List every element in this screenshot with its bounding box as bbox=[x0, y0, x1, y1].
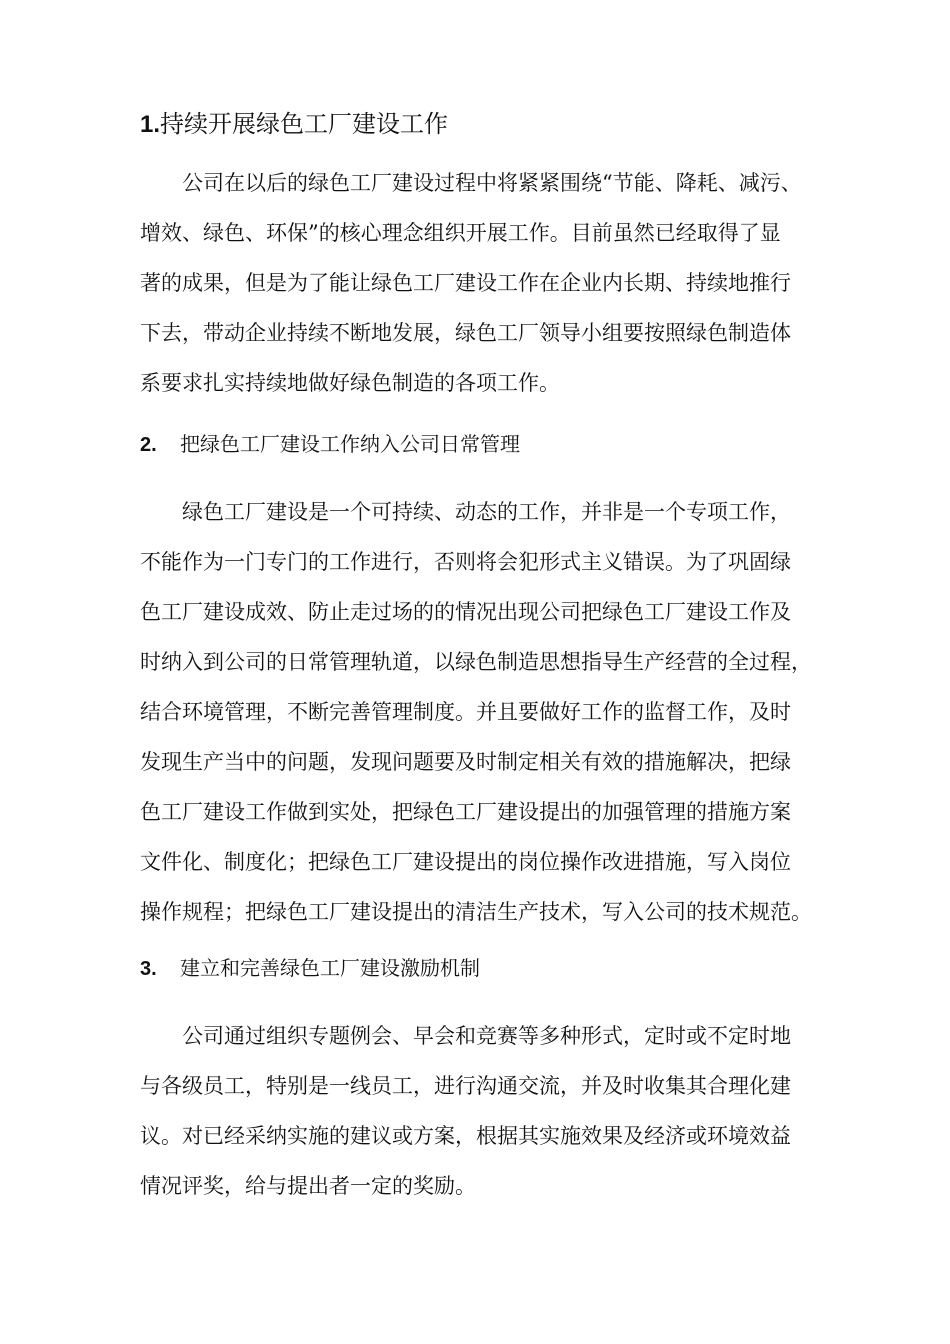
section-3-title: 建立和完善绿色工厂建设激励机制 bbox=[180, 956, 480, 980]
paragraph-line: 不能作为一门专门的工作进行，否则将会犯形式主义错误。为了巩固绿 bbox=[140, 550, 791, 574]
paragraph-line: 与各级员工，特别是一线员工，进行沟通交流，并及时收集其合理化建 bbox=[140, 1074, 791, 1098]
paragraph-line: 增效、绿色、环保”的核心理念组织开展工作。目前虽然已经取得了显 bbox=[140, 221, 781, 245]
section-3-number: 3. bbox=[140, 958, 157, 980]
paragraph-line: 下去，带动企业持续不断地发展，绿色工厂领导小组要按照绿色制造体 bbox=[140, 321, 791, 345]
paragraph-line: 操作规程；把绿色工厂建设提出的清洁生产技术，写入公司的技术规范。 bbox=[140, 900, 812, 924]
section-2-title: 把绿色工厂建设工作纳入公司日常管理 bbox=[180, 432, 520, 456]
paragraph-line: 时纳入到公司的日常管理轨道，以绿色制造思想指导生产经营的全过程， bbox=[140, 650, 812, 674]
paragraph-line: 绿色工厂建设是一个可持续、动态的工作，并非是一个专项工作， bbox=[182, 500, 791, 524]
paragraph-line: 色工厂建设成效、防止走过场的的情况出现公司把绿色工厂建设工作及 bbox=[140, 600, 791, 624]
paragraph-line: 公司在以后的绿色工厂建设过程中将紧紧围绕“节能、降耗、减污、 bbox=[182, 171, 802, 195]
section-1-paragraph bbox=[140, 158, 840, 408]
section-3-paragraph bbox=[140, 1011, 840, 1211]
section-3-heading bbox=[140, 953, 480, 984]
paragraph-line: 著的成果，但是为了能让绿色工厂建设工作在企业内长期、持续地推行 bbox=[140, 271, 791, 295]
section-1-number: 1. bbox=[140, 111, 161, 138]
paragraph-line: 公司通过组织专题例会、早会和竞赛等多种形式，定时或不定时地 bbox=[182, 1024, 791, 1048]
paragraph-line: 议。对已经采纳实施的建议或方案，根据其实施效果及经济或环境效益 bbox=[140, 1124, 791, 1148]
paragraph-line: 结合环境管理，不断完善管理制度。并且要做好工作的监督工作，及时 bbox=[140, 700, 791, 724]
paragraph-line: 色工厂建设工作做到实处，把绿色工厂建设提出的加强管理的措施方案 bbox=[140, 800, 791, 824]
section-1-title: 持续开展绿色工厂建设工作 bbox=[160, 110, 449, 138]
paragraph-line: 情况评奖，给与提出者一定的奖励。 bbox=[140, 1174, 476, 1198]
section-2-heading bbox=[140, 429, 520, 460]
section-2-paragraph bbox=[140, 487, 840, 937]
paragraph-line: 系要求扎实持续地做好绿色制造的各项工作。 bbox=[140, 371, 560, 395]
paragraph-line: 发现生产当中的问题，发现问题要及时制定相关有效的措施解决，把绿 bbox=[140, 750, 791, 774]
section-1-heading bbox=[140, 108, 448, 141]
paragraph-line: 文件化、制度化；把绿色工厂建设提出的岗位操作改进措施，写入岗位 bbox=[140, 850, 791, 874]
section-2-number: 2. bbox=[140, 434, 157, 456]
